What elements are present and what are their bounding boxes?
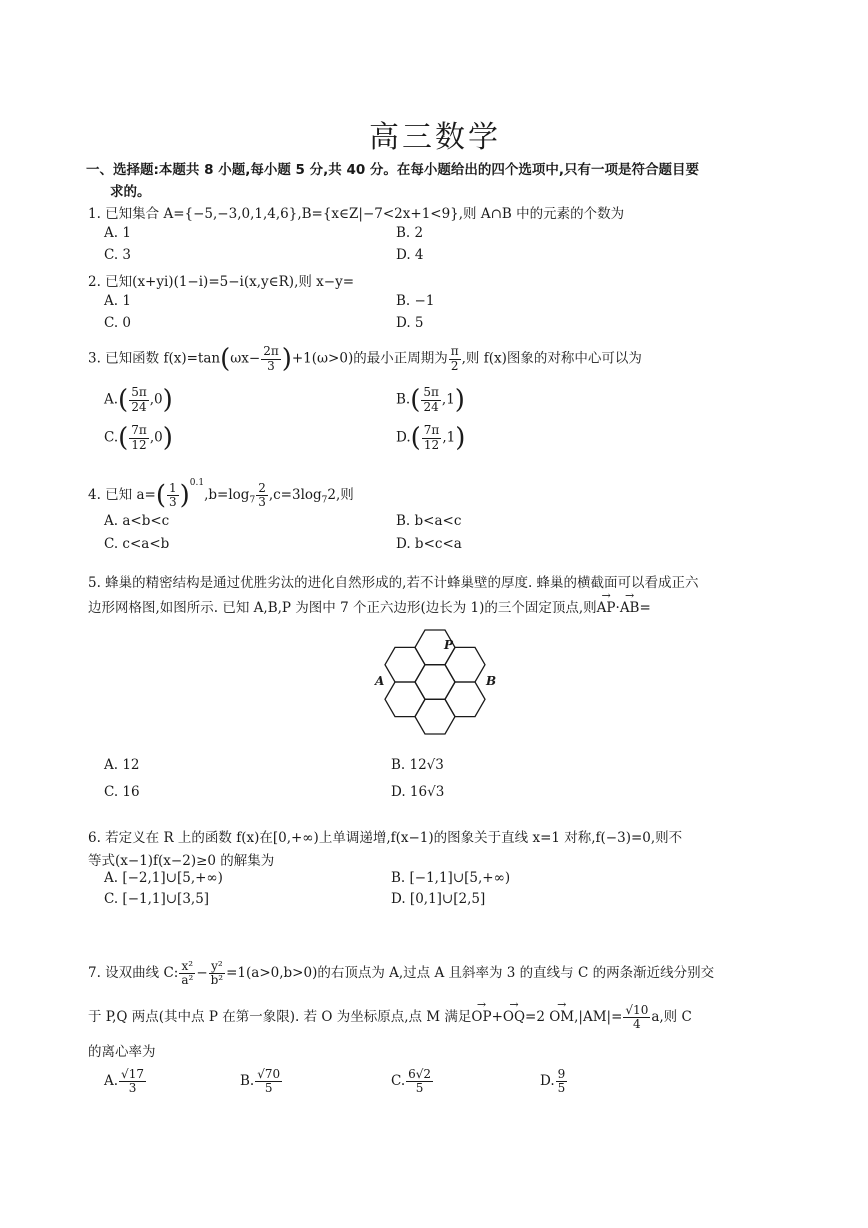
hexagon-lower-right — [445, 682, 485, 717]
question-7-option-d[interactable]: D. $\frac{9}{5}$ — [540, 1067, 566, 1096]
question-3-stem: 3. 已知函数 f(x)=tan(ωx− $\frac{2\pi}{3}$ )+1(ω>0)的最小正周期为 $\frac{\pi}{2}$ ,则 f(x)图象的对称中心可以为 — [88, 344, 642, 374]
q3-stem-d: ,则 f(x)图象的对称中心可以为 — [461, 350, 642, 367]
question-5-line1: 5. 蜂巢的精密结构是通过优胜劣汰的进化自然形成的,若不计蜂巢壁的厚度. 蜂巢的横截面可以看成正六 — [88, 575, 699, 591]
hexagon-upper-left — [385, 647, 425, 682]
question-5-line2: 边形网格图,如图所示. 已知 A,B,P 为图中 7 个正六边形(边长为 1)的三个固定顶点,则→ AP·→ AB= — [88, 596, 651, 616]
label-point-b: B — [486, 674, 497, 688]
question-1-option-c[interactable]: C. 3 — [104, 247, 132, 263]
question-1-option-a[interactable]: A. 1 — [104, 225, 131, 241]
question-3-option-c[interactable]: C.( $\frac{7\pi}{12}$ ,0) — [104, 423, 173, 453]
question-2-option-d[interactable]: D. 5 — [396, 315, 424, 331]
question-4-option-c[interactable]: C. c<a<b — [104, 536, 170, 552]
question-3-option-a[interactable]: A.( $\frac{5\pi}{24}$ ,0) — [104, 385, 173, 415]
question-5-option-d[interactable]: D. 16√3 — [391, 784, 445, 800]
label-point-p: P — [444, 638, 454, 652]
q3-stem-c: +1(ω>0)的最小正周期为 — [291, 350, 448, 367]
question-4-option-d[interactable]: D. b<c<a — [396, 536, 462, 552]
q3-stem-b: ωx− — [230, 350, 261, 367]
hexagon-upper-right — [445, 647, 485, 682]
section-heading-line1: 一、选择题:本题共 8 小题,每小题 5 分,共 40 分。在每小题给出的四个选项中,只有一项是符合题目要 — [86, 162, 700, 178]
question-2-option-c[interactable]: C. 0 — [104, 315, 132, 331]
page-title: 高三数学 — [369, 120, 501, 155]
question-3-option-d[interactable]: D.( $\frac{7\pi}{12}$ ,1) — [396, 423, 466, 453]
hexagon-lower-left — [385, 682, 425, 717]
question-1-stem: 1. 已知集合 A={−5,−3,0,1,4,6},B={x∈Z|−7<2x+1<9},则 A∩B 中的元素的个数为 — [88, 206, 625, 222]
question-2-option-a[interactable]: A. 1 — [104, 293, 131, 309]
question-2-option-b[interactable]: B. −1 — [396, 293, 435, 309]
question-7-option-b[interactable]: B. $\frac{√70}{5}$ — [240, 1067, 281, 1096]
question-1-option-b[interactable]: B. 2 — [396, 225, 424, 241]
question-7-option-a[interactable]: A. $\frac{√17}{3}$ — [104, 1067, 144, 1096]
question-4-option-a[interactable]: A. a<b<c — [104, 513, 170, 529]
question-7-option-c[interactable]: C. $\frac{6√2}{5}$ — [391, 1067, 432, 1096]
question-7-line1: 7. 设双曲线 C: $\frac{\text{x²}}{\text{a²}}$ − $\frac{\text{y²}}{\text{b²}}$ =1(a>0,b>0)的右顶点为 A,过点 A 且斜率为 3 的直线与 C 的两条渐近线分别交 — [88, 959, 715, 988]
question-5-option-b[interactable]: B. 12√3 — [391, 757, 444, 773]
section-heading-line2: 求的。 — [110, 184, 151, 200]
question-6-option-c[interactable]: C. [−1,1]∪[3,5] — [104, 891, 210, 907]
question-6-line1: 6. 若定义在 R 上的函数 f(x)在[0,+∞)上单调递增,f(x−1)的图象关于直线 x=1 对称,f(−3)=0,则不 — [88, 830, 683, 846]
question-1-option-d[interactable]: D. 4 — [396, 247, 424, 263]
question-5-option-a[interactable]: A. 12 — [104, 757, 140, 773]
question-7-line2: 于 P,Q 两点(其中点 P 在第一象限). 若 O 为坐标原点,点 M 满足→ OP+→ OQ=2 → OM,|AM|= $\frac{√10}{4}$ a,则 C — [88, 1004, 692, 1031]
question-3-option-b[interactable]: B.( $\frac{5\pi}{24}$ ,1) — [396, 385, 465, 415]
question-6-line2: 等式(x−1)f(x−2)≥0 的解集为 — [88, 853, 275, 869]
hexagon-bottom — [415, 699, 455, 734]
question-4-option-b[interactable]: B. b<a<c — [396, 513, 462, 529]
question-6-option-a[interactable]: A. [−2,1]∪[5,+∞) — [104, 870, 223, 886]
question-4-stem: 4. 已知 a=( $\frac{1}{3}$ )$^{0.1},b=\log_7$ $\frac{2}{3}$ $,c=3\log_72$,则 — [88, 478, 354, 511]
label-point-a: A — [375, 674, 385, 688]
question-6-option-d[interactable]: D. [0,1]∪[2,5] — [391, 891, 486, 907]
q3-stem-a: 3. 已知函数 f(x)=tan — [88, 350, 221, 367]
hexagon-center — [415, 665, 455, 700]
q3-fraction-period: $\frac{\pi}{2}$ — [450, 344, 459, 373]
question-5-option-c[interactable]: C. 16 — [104, 784, 140, 800]
question-6-option-b[interactable]: B. [−1,1]∪[5,+∞) — [391, 870, 511, 886]
q3-fraction-2pi-3: $\frac{2\pi}{3}$ — [263, 344, 279, 373]
question-2-stem: 2. 已知(x+yi)(1−i)=5−i(x,y∈R),则 x−y= — [88, 274, 355, 290]
question-7-line3: 的离心率为 — [88, 1044, 156, 1060]
